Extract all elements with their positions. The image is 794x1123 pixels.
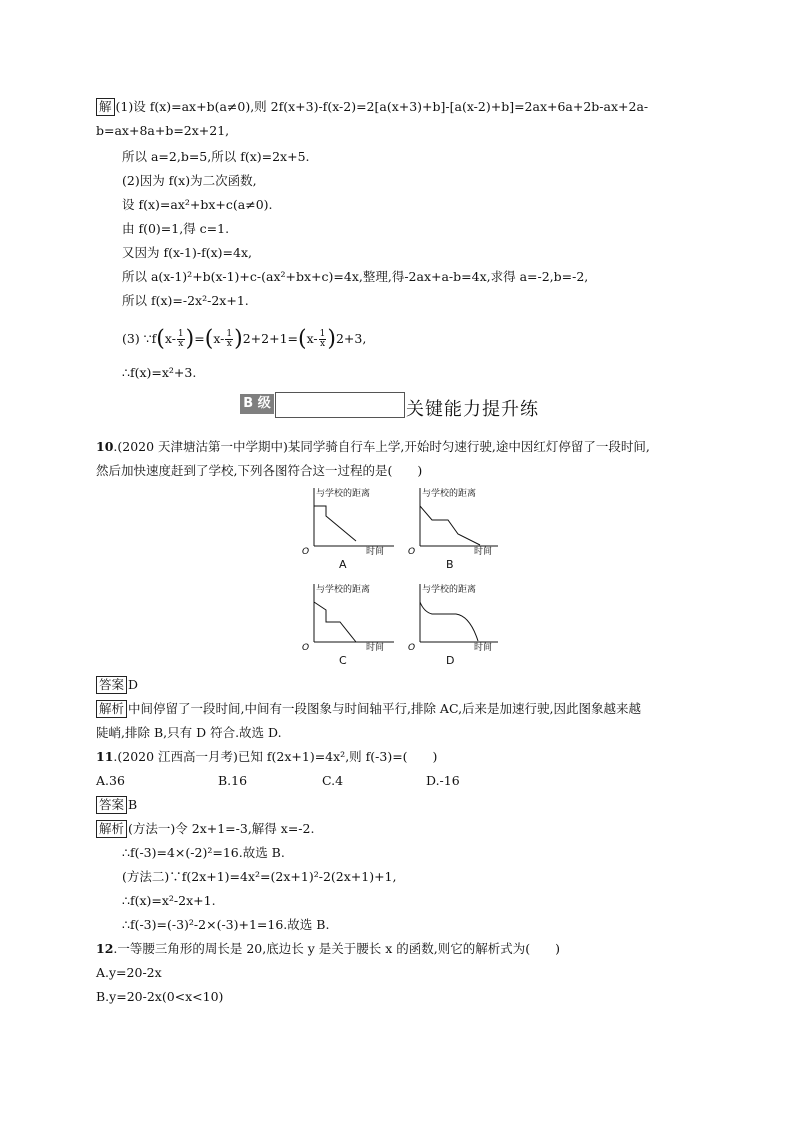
q9-line-5: 设 f(x)=ax²+bx+c(a≠0). bbox=[122, 197, 273, 212]
q10-answer: 答案 D bbox=[96, 676, 138, 694]
graph-c bbox=[296, 580, 396, 656]
origin: O bbox=[302, 547, 310, 556]
graph-a bbox=[296, 484, 396, 560]
q11-analysis-1: 解析 (方法一)令 2x+1=-3,解得 x=-2. bbox=[96, 820, 314, 838]
q12-choice-a: A.y=20-2x bbox=[96, 965, 162, 980]
q9-line-1: 解 (1)设 f(x)=ax+b(a≠0),则 2f(x+3)-f(x-2)=2[a(x+3)+b]-[a(x-2)+b]=2ax+6a+2b-ax+2a- bbox=[96, 98, 648, 116]
q9-line-9: 所以 f(x)=-2x²-2x+1. bbox=[122, 293, 249, 308]
q11-analysis-5: ∴f(-3)=(-3)²-2×(-3)+1=16.故选 B. bbox=[122, 917, 330, 932]
q9-line-4: (2)因为 f(x)为二次函数, bbox=[122, 173, 257, 188]
graph-d bbox=[400, 580, 500, 656]
q10-analysis-1: 解析 中间停留了一段时间,中间有一段图象与时间轴平行,排除 AC,后来是加速行驶,因此图象越来越 bbox=[96, 700, 641, 718]
q11-analysis-3: (方法二)∵f(2x+1)=4x²=(2x+1)²-2(2x+1)+1, bbox=[122, 869, 397, 884]
q11-analysis-4: ∴f(x)=x²-2x+1. bbox=[122, 893, 216, 908]
q10-stem-line-2: 然后加快速度赶到了学校,下列各图符合这一过程的是( ) bbox=[96, 463, 423, 478]
q12-choice-b: B.y=20-2x(0<x<10) bbox=[96, 989, 224, 1004]
q11-choice-c: C.4 bbox=[322, 773, 344, 788]
xlabel: 时间 bbox=[366, 547, 385, 556]
q9-line-3: 所以 a=2,b=5,所以 f(x)=2x+5. bbox=[122, 149, 310, 164]
q12-stem: 12.一等腰三角形的周长是 20,底边长 y 是关于腰长 x 的函数,则它的解析式为( ) bbox=[96, 941, 560, 956]
section-banner bbox=[240, 391, 570, 419]
analysis-tag: 解析 bbox=[96, 700, 127, 718]
svg-text:时间: 时间 bbox=[474, 547, 493, 556]
q10-analysis-2: 陡峭,排除 B,只有 D 符合.故选 D. bbox=[96, 725, 282, 740]
q11-choice-a: A.36 bbox=[96, 773, 125, 788]
level-label: B 级 bbox=[240, 394, 274, 414]
svg-text:时间: 时间 bbox=[366, 643, 385, 652]
q10-stem-line-1: 10.(2020 天津塘沽第一中学期中)某同学骑自行车上学,开始时匀速行驶,途中因红灯停留了一段时间, bbox=[96, 439, 650, 454]
answer-tag: 答案 bbox=[96, 676, 127, 694]
graph-d-label: D bbox=[446, 654, 455, 667]
svg-text:时间: 时间 bbox=[474, 643, 493, 652]
graph-b-label: B bbox=[446, 558, 454, 571]
svg-text:O: O bbox=[302, 643, 310, 652]
svg-text:O: O bbox=[408, 643, 416, 652]
graph-c-label: C bbox=[339, 654, 347, 667]
q11-choice-b: B.16 bbox=[218, 773, 248, 788]
q11-analysis-2: ∴f(-3)=4×(-2)²=16.故选 B. bbox=[122, 845, 285, 860]
section-title: 关键能力提升练 bbox=[406, 399, 539, 420]
q9-line-2: b=ax+8a+b=2x+21, bbox=[96, 123, 230, 138]
fraction: $\frac{1}{x}$ bbox=[177, 329, 184, 349]
svg-text:与学校的距离: 与学校的距离 bbox=[316, 585, 371, 595]
q9-line-10: (3) ∵f(x- $\frac{1}{x}$ )=(x- $\frac{1}{x}$ )2+2+1=(x- $\frac{1}{x}$ )2+3, bbox=[122, 326, 367, 352]
ylabel: 与学校的距离 bbox=[316, 489, 371, 499]
q9-line-8: 所以 a(x-1)²+b(x-1)+c-(ax²+bx+c)=4x,整理,得-2ax+a-b=4x,求得 a=-2,b=-2, bbox=[122, 269, 589, 284]
svg-text:与学校的距离: 与学校的距离 bbox=[422, 489, 477, 499]
banner-box bbox=[275, 392, 405, 418]
graph-a-label: A bbox=[339, 558, 347, 571]
q11-choice-d: D.-16 bbox=[426, 773, 460, 788]
svg-text:与学校的距离: 与学校的距离 bbox=[422, 585, 477, 595]
solution-tag: 解 bbox=[96, 98, 115, 116]
q11-stem: 11.(2020 江西高一月考)已知 f(2x+1)=4x²,则 f(-3)=( ) bbox=[96, 749, 438, 764]
q9-line-7: 又因为 f(x-1)-f(x)=4x, bbox=[122, 245, 252, 260]
q9-line-11: ∴f(x)=x²+3. bbox=[122, 365, 197, 380]
q11-answer: 答案 B bbox=[96, 796, 137, 814]
graph-b bbox=[400, 484, 500, 560]
q9-line-6: 由 f(0)=1,得 c=1. bbox=[122, 221, 230, 236]
svg-text:O: O bbox=[408, 547, 416, 556]
